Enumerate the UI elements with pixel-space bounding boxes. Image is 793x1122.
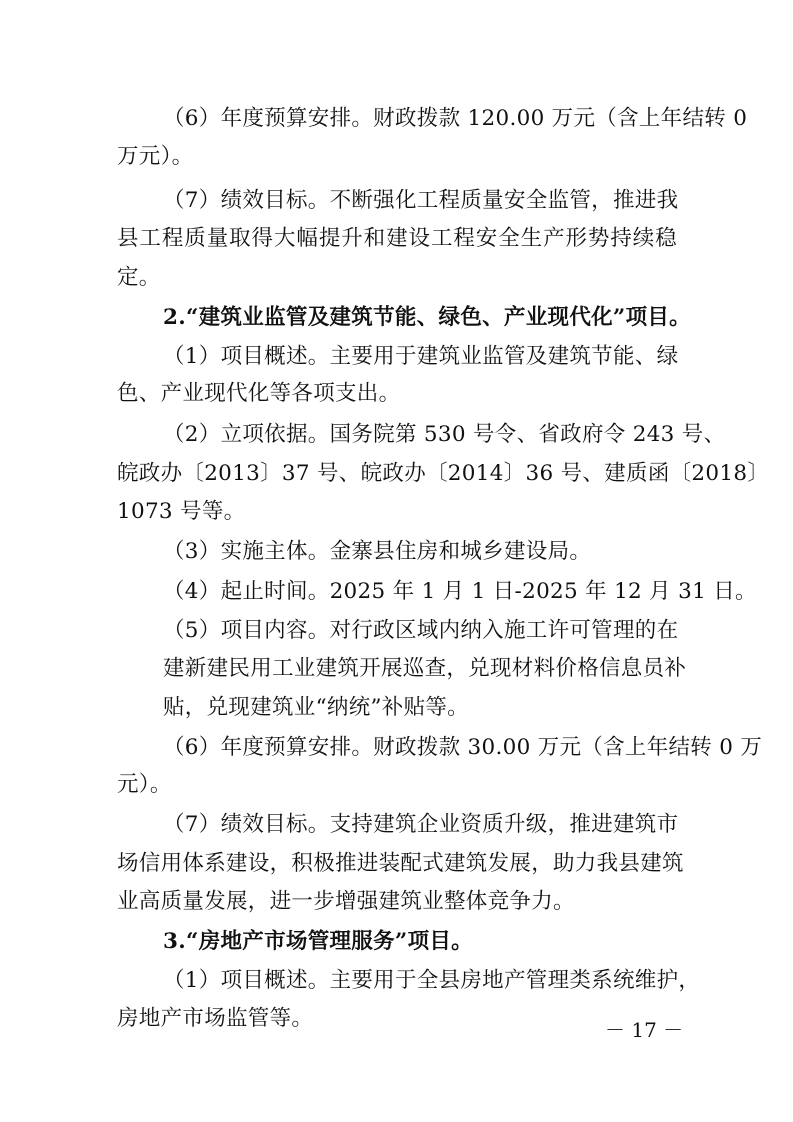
paragraph-line: 业高质量发展，进一步增强建筑业整体竞争力。 [117, 889, 575, 914]
paragraph-line: （1）项目概述。主要用于建筑业监管及建筑节能、绿 [163, 344, 679, 369]
paragraph-line: （1）项目概述。主要用于全县房地产管理类系统维护， [163, 968, 701, 993]
section-heading: 3.“房地产市场管理服务”项目。 [163, 929, 473, 954]
paragraph-line: （3）实施主体。金寨县住房和城乡建设局。 [163, 539, 592, 564]
paragraph-line: 色、产业现代化等各项支出。 [117, 381, 401, 406]
paragraph-line: 1073 号等。 [117, 499, 246, 524]
paragraph-line: （6）年度预算安排。财政拨款 120.00 万元（含上年结转 0 [163, 106, 748, 131]
paragraph-line: 元）。 [117, 772, 172, 797]
paragraph-line: 建新建民用工业建筑开展巡查，兑现材料价格信息员补 [163, 656, 687, 681]
paragraph-line: 县工程质量取得大幅提升和建设工程安全生产形势持续稳 [117, 226, 677, 251]
section-heading: 2.“建筑业监管及建筑节能、绿色、产业现代化”项目。 [163, 305, 691, 330]
paragraph-line: （7）绩效目标。不断强化工程质量安全监管，推进我 [163, 188, 679, 213]
paragraph-line: （5）项目内容。对行政区域内纳入施工许可管理的在 [163, 618, 679, 643]
paragraph-line: 房地产市场监管等。 [117, 1006, 314, 1031]
paragraph-line: （4）起止时间。2025 年 1 月 1 日-2025 年 12 月 31 日。 [163, 579, 757, 604]
paragraph-line: 贴，兑现建筑业“纳统”补贴等。 [163, 695, 469, 720]
paragraph-line: （7）绩效目标。支持建筑企业资质升级，推进建筑市 [163, 812, 679, 837]
paragraph-line: （2）立项依据。国务院第 530 号令、省政府令 243 号、 [163, 422, 726, 447]
paragraph-line: 场信用体系建设，积极推进装配式建筑发展，助力我县建筑 [117, 851, 684, 876]
page-number: － 17 － [605, 1018, 684, 1042]
paragraph-line: 万元）。 [117, 144, 194, 169]
paragraph-line: （6）年度预算安排。财政拨款 30.00 万元（含上年结转 0 万 [163, 735, 763, 760]
paragraph-line: 皖政办〔2013〕37 号、皖政办〔2014〕36 号、建质函〔2018〕 [117, 461, 770, 486]
paragraph-line: 定。 [117, 265, 161, 290]
